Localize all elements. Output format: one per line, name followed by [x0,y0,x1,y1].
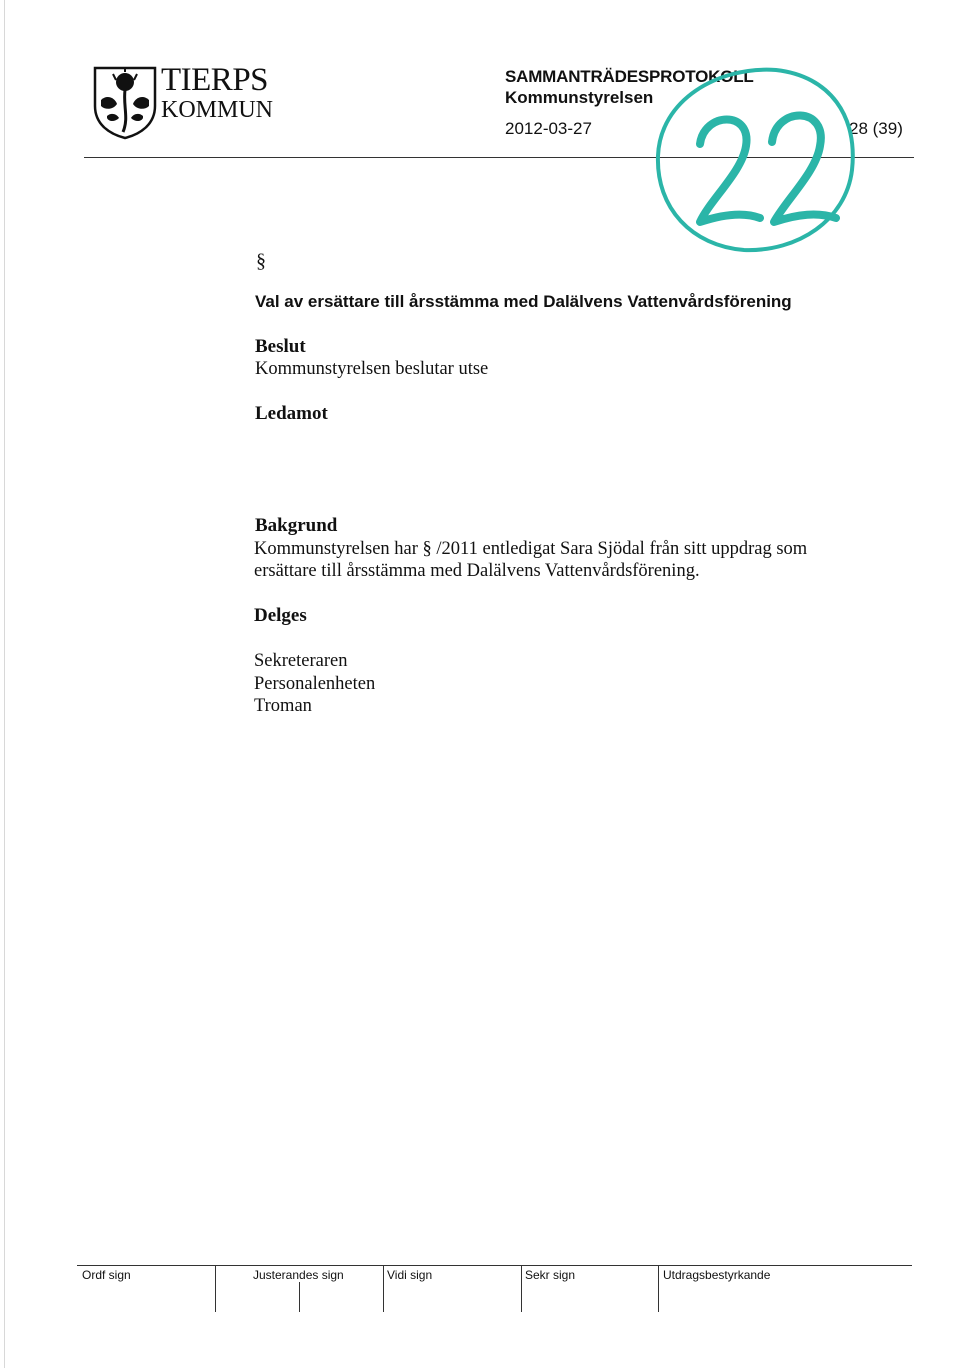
secretary-sign-label: Sekr sign [525,1268,576,1282]
member-heading: Ledamot [255,403,328,424]
footer-divider [521,1265,522,1312]
extract-certification-label: Utdragsbestyrkande [663,1268,771,1282]
background-line: ersättare till årsstämma med Dalälvens Vattenvårdsförening. [254,561,700,581]
footer-rule [77,1265,912,1266]
footer-divider [299,1282,300,1312]
background-text [254,538,874,582]
decision-text: Kommunstyrelsen beslutar utse [255,359,489,379]
meeting-date: 2012-03-27 [505,119,592,138]
scan-edge [4,0,5,1368]
decision-heading: Beslut [255,336,306,357]
background-line: Kommunstyrelsen har § /2011 entledigat Sara Sjödal från sitt uppdrag som [254,539,808,559]
municipality-wordmark [161,64,273,122]
distribution-item: Troman [254,696,312,716]
page-number: 28 (39) [849,119,903,138]
background-heading: Bakgrund [255,515,338,536]
footer-divider [383,1265,384,1312]
adjuster-sign-label: Justerandes sign [253,1268,344,1282]
municipality-name: TIERPS [161,62,269,98]
chair-sign-label: Ordf sign [82,1268,131,1282]
distribution-item: Sekreteraren [254,651,348,671]
municipality-sub: KOMMUN [161,97,274,123]
distribution-list [254,650,375,718]
organization: Kommunstyrelsen [505,88,654,107]
coat-of-arms-logo [93,66,157,140]
handwritten-number-stamp [648,60,860,256]
distribution-item: Personalenheten [254,673,376,694]
vidi-sign-label: Vidi sign [387,1268,433,1282]
footer-divider [215,1265,216,1312]
footer-divider [658,1265,659,1312]
document-type: SAMMANTRÄDESPROTOKOLL [505,67,754,86]
distribution-heading: Delges [254,605,307,626]
section-sign: § [256,250,266,272]
item-title: Val av ersättare till årsstämma med Dalälvens Vattenvårdsförening [255,292,792,311]
